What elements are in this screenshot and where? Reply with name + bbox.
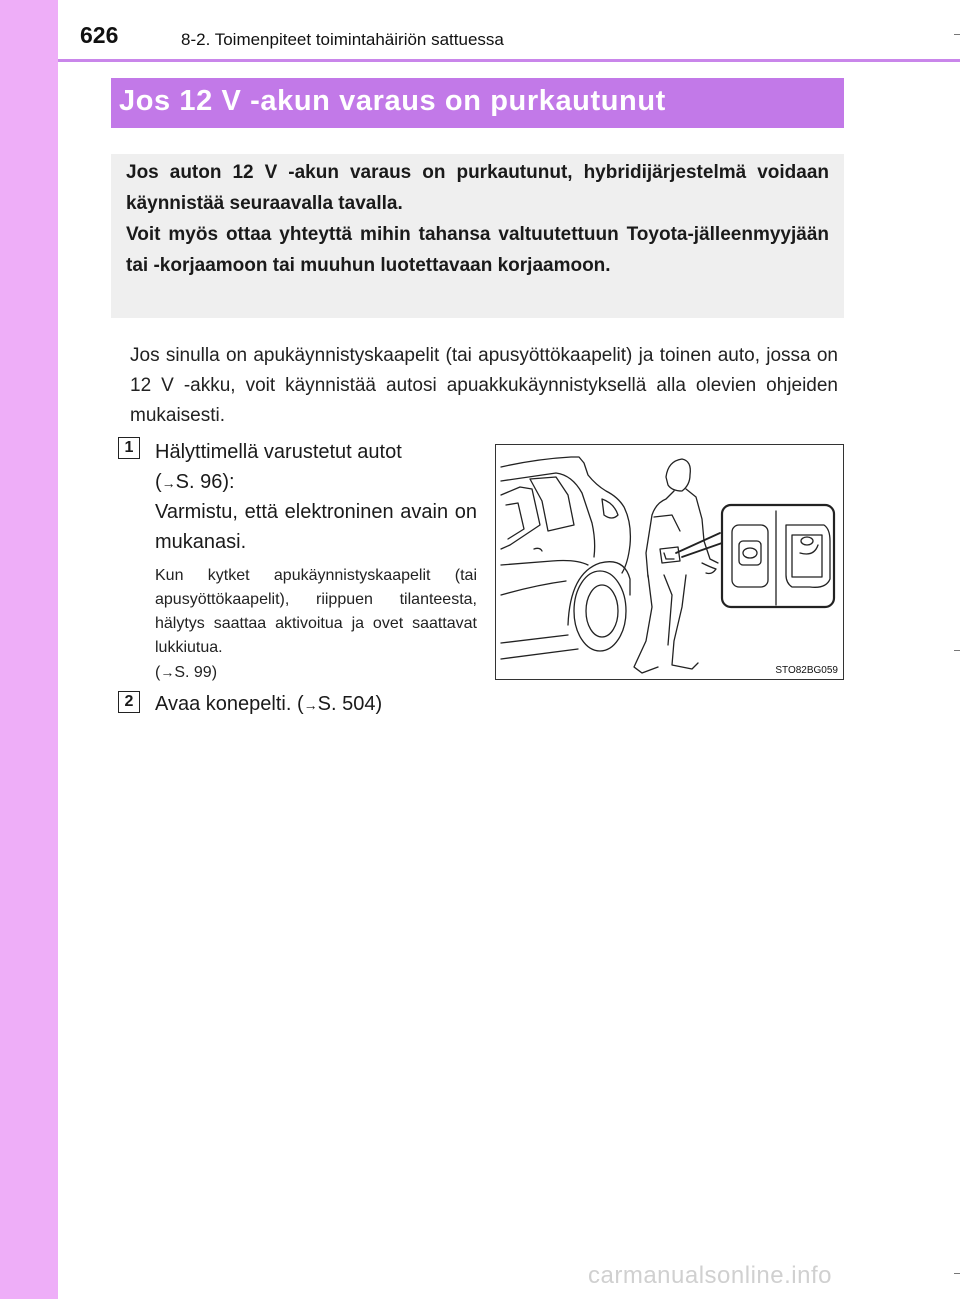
step-1-note xyxy=(155,564,477,685)
step-2-text: Avaa konepelti. (→S. 504) xyxy=(155,693,383,715)
section-banner xyxy=(111,78,844,128)
step-1-instruction: Varmistu, että elektroninen avain on mukanasi. xyxy=(155,501,477,553)
step-1-note-text: Kun kytket apukäynnistyskaapelit (tai apusyöttökaapelit), riippuen tilanteesta, hälytys saattaa aktivoitua ja ovet saattavat lukkiutua. xyxy=(155,567,477,656)
intro-box xyxy=(111,154,844,318)
car-person-key-illustration xyxy=(496,445,845,681)
arrow-right-icon: → xyxy=(160,664,175,680)
section-title: Jos 12 V -akun varaus on purkautunut xyxy=(119,85,666,117)
figure-smart-key-illustration xyxy=(495,444,844,680)
step-1-note-ref: (→S. 99) xyxy=(155,664,218,681)
chapter-title: 8-2. Toimenpiteet toimintahäiriön sattuessa xyxy=(181,30,504,49)
step-1-heading: Hälyttimellä varustetut autot xyxy=(155,441,402,463)
step-number-1: 1 xyxy=(118,437,140,459)
trim-mark xyxy=(954,650,960,651)
step-1-text xyxy=(155,438,477,557)
arrow-right-icon: → xyxy=(161,474,176,491)
arrow-right-icon: → xyxy=(303,697,318,713)
intro-paragraph: Jos auton 12 V -akun varaus on purkautunut, hybridijärjestelmä voidaan käynnistää seuraavalla tavalla. xyxy=(126,162,829,214)
header-rule xyxy=(58,59,960,62)
step-1-page-ref: (→S. 96): xyxy=(155,470,235,493)
watermark: carmanualsonline.info xyxy=(588,1262,832,1289)
trim-mark xyxy=(954,34,960,35)
page-number: 626 xyxy=(80,22,119,48)
figure-code: STO82BG059 xyxy=(775,665,838,676)
trim-mark xyxy=(954,1273,960,1274)
step-number-2: 2 xyxy=(118,691,140,713)
body-paragraph: Jos sinulla on apukäynnistyskaapelit (tai apusyöttökaapelit) ja toinen auto, jossa on 12 V -akku, voit käynnistää autosi apuakkukäynnistyksellä alla olevien ohjeiden mukaisesti. xyxy=(130,345,838,426)
sidebar-tab xyxy=(0,0,58,1299)
intro-text xyxy=(126,157,829,281)
intro-paragraph: Voit myös ottaa yhteyttä mihin tahansa valtuutettuun Toyota-jälleenmyyjään tai -korjaamoon tai muuhun luotettavaan korjaamoon. xyxy=(126,224,829,276)
